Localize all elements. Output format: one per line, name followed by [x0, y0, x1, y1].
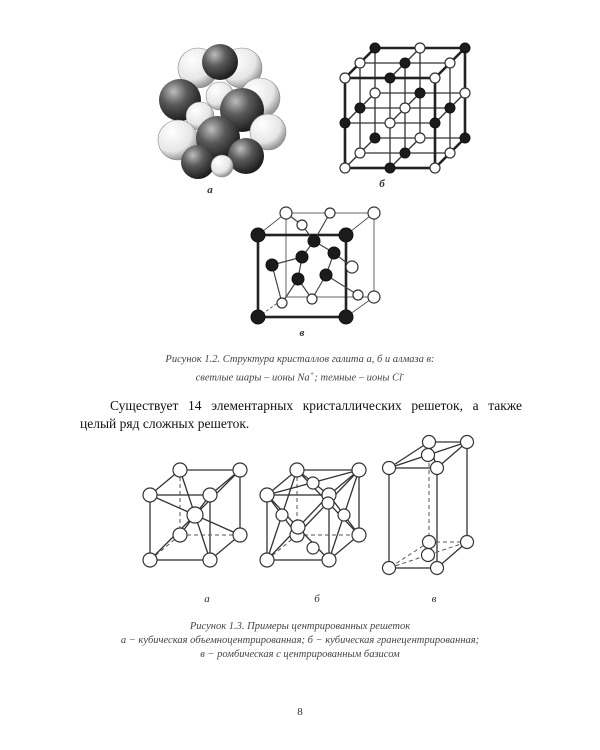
fig-1-3-label-a: а — [204, 593, 210, 605]
fig-1-2-caption-line1: Рисунок 1.2. Структура кристаллов галита а, б и алмаза в: — [165, 354, 435, 365]
diamond-structure-figure — [242, 205, 382, 325]
body-paragraph: Существует 14 элементарных кристаллических решеток, а также целый ряд сложных решеток. — [80, 398, 522, 431]
nacl-lattice-figure — [330, 38, 480, 178]
na-charge: + — [309, 370, 315, 378]
base-centered-rhombic-figure — [375, 430, 485, 580]
fig-1-2-caption-light-ions: светлые шары – ионы Na — [195, 372, 310, 384]
fig-1-3-label-v: в — [431, 593, 437, 605]
fig-1-3-caption-line2: а − кубическая объемноцентрированная; б − кубическая гранецентрированная; — [120, 635, 480, 646]
page-number: 8 — [297, 706, 303, 718]
fig-1-2-label-v: в — [299, 327, 305, 339]
fig-1-3-label-b: б — [314, 593, 320, 605]
bcc-lattice-figure — [140, 460, 260, 580]
galite-sphere-packing-figure — [150, 40, 290, 180]
fig-1-3-caption-line1: Рисунок 1.3. Примеры центрированных решеток — [189, 621, 411, 632]
fig-1-2-label-a: а — [207, 184, 213, 196]
fig-1-2-caption — [100, 353, 500, 386]
fig-1-2-caption-dark-ions: ; темные – ионы Cl — [314, 372, 403, 384]
fig-1-3-caption-line3: в − ромбическая с центрированным базисом — [200, 649, 400, 660]
fig-1-2-label-b: б — [379, 178, 385, 190]
cl-charge: - — [402, 370, 405, 378]
fig-1-3-caption — [80, 620, 520, 662]
fig-1-2-caption-line2 — [100, 367, 500, 386]
fcc-lattice-figure — [255, 460, 380, 580]
